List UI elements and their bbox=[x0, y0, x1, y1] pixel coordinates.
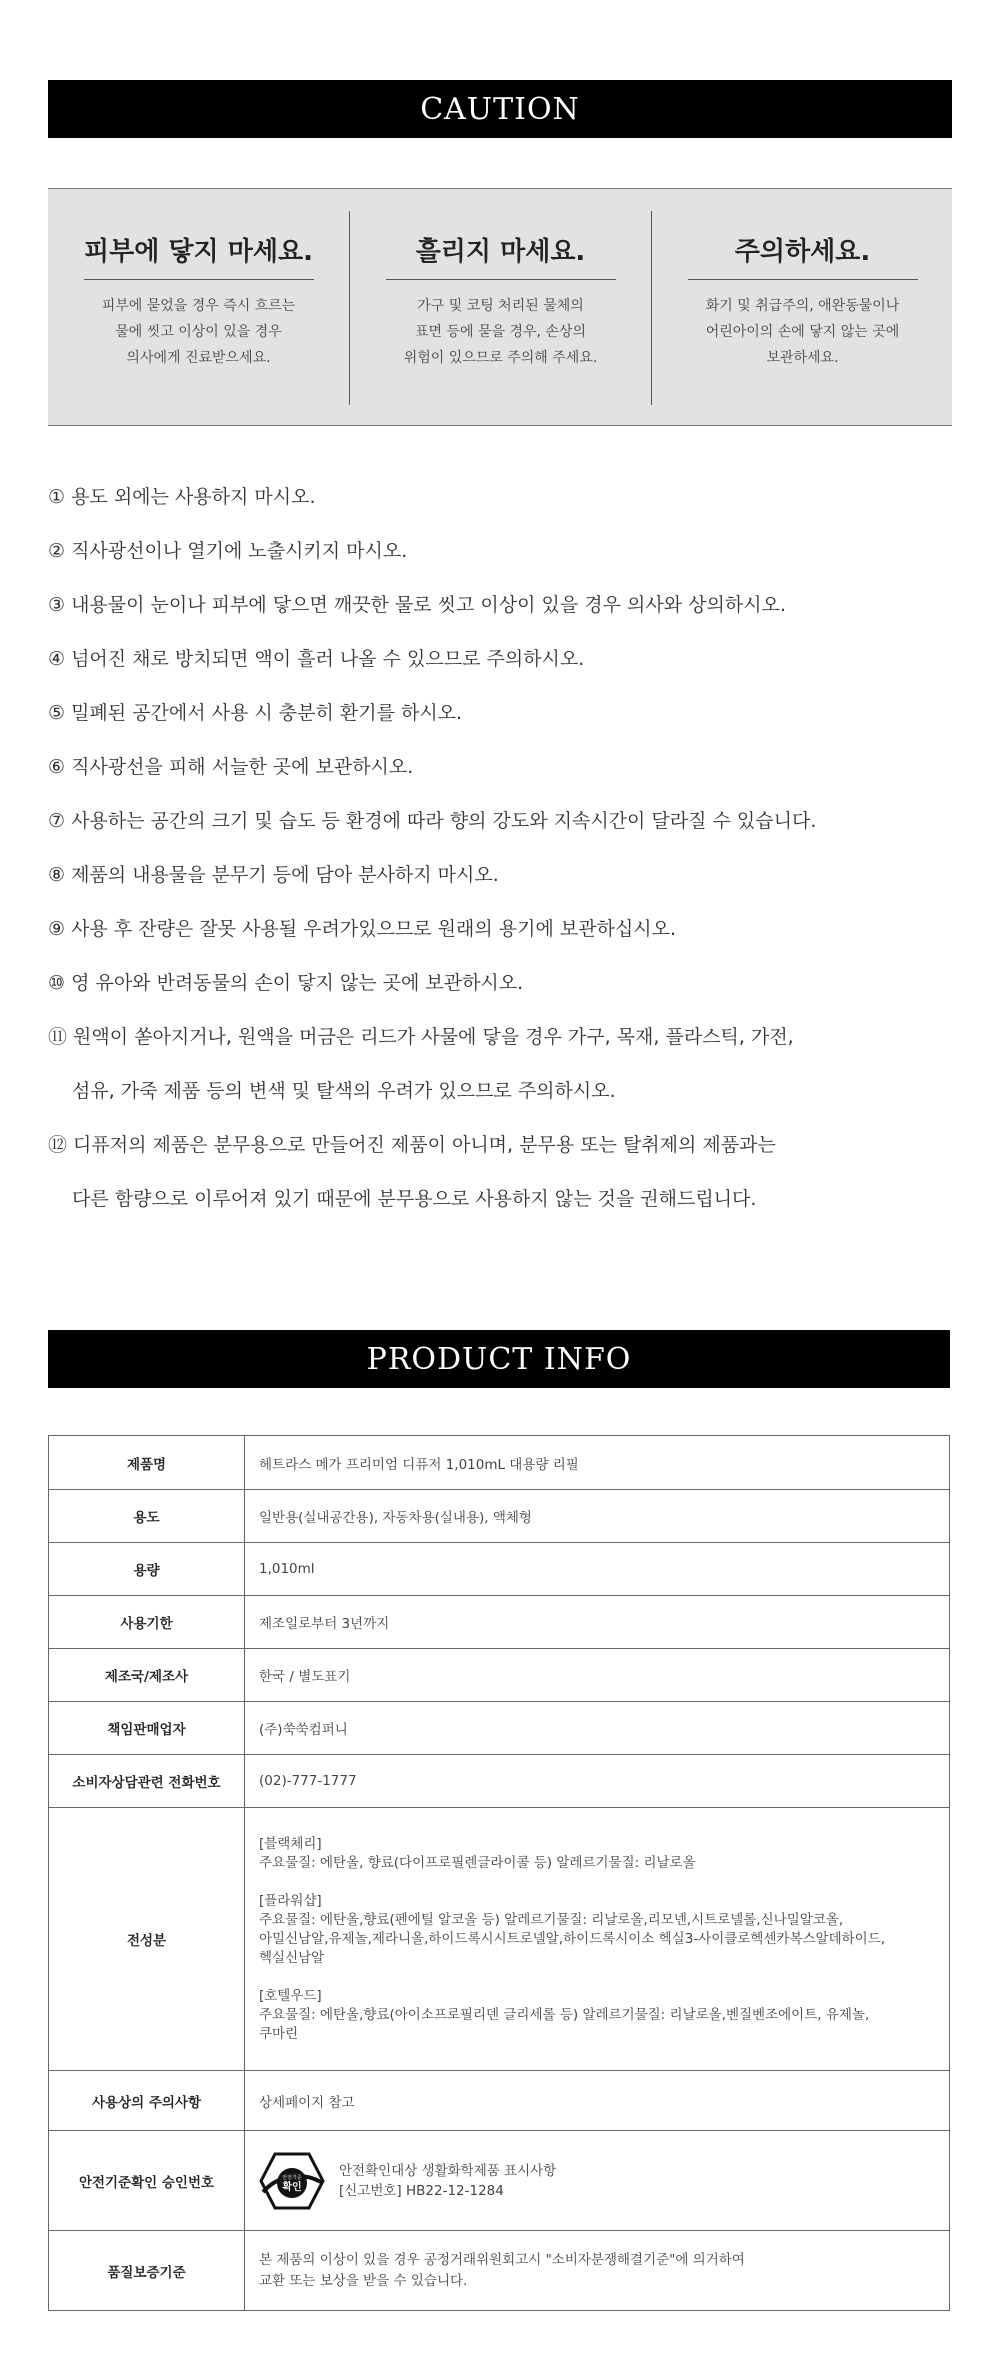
row-label: 사용상의 주의사항 bbox=[49, 2071, 245, 2131]
caution-item: ④ 넘어진 채로 방치되면 액이 흘러 나올 수 있으므로 주의하시오. bbox=[48, 648, 585, 670]
row-label: 용도 bbox=[49, 1490, 245, 1543]
caution-column-skin bbox=[48, 189, 349, 425]
ingredient-line: 주요물질: 에탄올, 향료(다이프로필렌글라이콜 등) 알레르기물질: 리날로올 bbox=[259, 1854, 696, 1871]
caution-item: ⑥ 직사광선을 피해 서늘한 곳에 보관하시오. bbox=[48, 756, 414, 778]
caution-column-body: 가구 및 코팅 처리된 물체의 표면 등에 묻을 경우, 손상의 위험이 있으므로 주의해 주세요. bbox=[403, 298, 598, 366]
row-label: 품질보증기준 bbox=[49, 2231, 245, 2311]
caution-column-heading: 피부에 닿지 마세요. bbox=[84, 237, 313, 267]
table-row bbox=[49, 2071, 950, 2131]
caution-item: ① 용도 외에는 사용하지 마시오. bbox=[48, 486, 316, 508]
table-row bbox=[49, 1702, 950, 1755]
spacer bbox=[259, 1968, 949, 1987]
product-info-title-bar bbox=[48, 1330, 950, 1388]
ingredients-value bbox=[245, 1808, 950, 2071]
table-row bbox=[49, 1649, 950, 1702]
ingredient-line: [블랙체리] bbox=[259, 1835, 322, 1852]
divider bbox=[84, 279, 314, 280]
caution-column-body: 피부에 묻었을 경우 즉시 흐르는 물에 씻고 이상이 있을 경우 의사에게 진료받으세요. bbox=[101, 298, 296, 366]
caution-item: ⑤ 밀폐된 공간에서 사용 시 충분히 환기를 하시오. bbox=[48, 702, 463, 724]
table-row bbox=[49, 1755, 950, 1808]
table-row-ingredients bbox=[49, 1808, 950, 2071]
caution-column-body: 화기 및 취급주의, 애완동물이나 어린아이의 손에 닿지 않는 곳에 보관하세요. bbox=[705, 298, 900, 366]
caution-title: CAUTION bbox=[420, 91, 580, 127]
row-value: (주)쑥쑥컴퍼니 bbox=[245, 1702, 950, 1755]
safety-line: 안전확인대상 생활화학제품 표시사항 bbox=[339, 2162, 557, 2179]
row-value: 한국 / 별도표기 bbox=[245, 1649, 950, 1702]
caution-item: ⑨ 사용 후 잔량은 잘못 사용될 우려가있으므로 원래의 용기에 보관하십시오. bbox=[48, 918, 677, 940]
safety-text bbox=[339, 2161, 556, 2201]
row-label: 제품명 bbox=[49, 1436, 245, 1490]
row-label: 소비자상담관련 전화번호 bbox=[49, 1755, 245, 1808]
table-row bbox=[49, 1543, 950, 1596]
caution-title-bar bbox=[48, 80, 952, 138]
safety-line: [신고번호] HB22-12-1284 bbox=[339, 2182, 504, 2199]
row-value: 제조일로부터 3년까지 bbox=[245, 1596, 950, 1649]
caution-summary-box bbox=[48, 188, 952, 426]
ingredient-line: 주요물질: 에탄올,향료(펜에틸 알코올 등) 알레르기물질: 리날로올,리모넨,시트로넬롤,신나밀알코올, bbox=[259, 1911, 844, 1928]
ingredients-list bbox=[259, 1835, 949, 2044]
table-row-quality bbox=[49, 2231, 950, 2311]
caution-column-care bbox=[652, 189, 953, 425]
safety-value bbox=[245, 2131, 950, 2231]
caution-column-spill bbox=[350, 189, 651, 425]
caution-item: ③ 내용물이 눈이나 피부에 닿으면 깨끗한 물로 씻고 이상이 있을 경우 의사와 상의하시오. bbox=[48, 594, 786, 616]
caution-item: ⑦ 사용하는 공간의 크기 및 습도 등 환경에 따라 향의 강도와 지속시간이 달라질 수 있습니다. bbox=[48, 810, 817, 832]
quality-value bbox=[245, 2231, 950, 2311]
table-row bbox=[49, 1490, 950, 1543]
caution-item: ② 직사광선이나 열기에 노출시키지 마시오. bbox=[48, 540, 408, 562]
divider bbox=[386, 279, 616, 280]
table-row bbox=[49, 1436, 950, 1490]
caution-item-continued: 다른 함량으로 이루어져 있기 때문에 분무용으로 사용하지 않는 것을 권해드립니다. bbox=[72, 1188, 757, 1210]
table-row-safety bbox=[49, 2131, 950, 2231]
ingredient-line: [호텔우드] bbox=[259, 1987, 322, 2004]
ingredient-line: [플라워샵] bbox=[259, 1892, 322, 1909]
row-value: 일반용(실내공간용), 자동차용(실내용), 액체형 bbox=[245, 1490, 950, 1543]
quality-line: 교환 또는 보상을 받을 수 있습니다. bbox=[259, 2272, 468, 2289]
row-value: 헤트라스 메가 프리미엄 디퓨저 1,010mL 대용량 리필 bbox=[245, 1436, 950, 1490]
caution-column-heading: 주의하세요. bbox=[734, 237, 871, 267]
row-label: 제조국/제조사 bbox=[49, 1649, 245, 1702]
row-label: 용량 bbox=[49, 1543, 245, 1596]
ingredient-line: 아밀신남알,유제놀,제라니올,하이드록시시트로넬알,하이드록시이소 헥실3-사이클로헥센카복스알데하이드, bbox=[259, 1930, 886, 1947]
caution-item-continued: 섬유, 가죽 제품 등의 변색 및 탈색의 우려가 있으므로 주의하시오. bbox=[72, 1080, 616, 1102]
row-label: 책임판매업자 bbox=[49, 1702, 245, 1755]
caution-column-heading: 흘리지 마세요. bbox=[415, 237, 586, 267]
quality-line: 본 제품의 이상이 있을 경우 공정거래위원회고시 "소비자분쟁해결기준"에 의거하여 bbox=[259, 2251, 745, 2268]
spacer bbox=[259, 1873, 949, 1892]
divider bbox=[688, 279, 918, 280]
row-value: (02)-777-1777 bbox=[245, 1755, 950, 1808]
ingredient-line: 헥실신남알 bbox=[259, 1949, 325, 1966]
logo-small-text: 안전기준 bbox=[282, 2174, 302, 2181]
row-value: 1,010ml bbox=[245, 1543, 950, 1596]
caution-item: ⑩ 영 유아와 반려동물의 손이 닿지 않는 곳에 보관하시오. bbox=[48, 972, 524, 994]
product-info-title: PRODUCT INFO bbox=[366, 1341, 632, 1377]
row-label: 전성분 bbox=[49, 1808, 245, 2071]
logo-big-text: 확인 bbox=[282, 2181, 302, 2193]
caution-item: ⑧ 제품의 내용물을 분무기 등에 담아 분사하지 마시오. bbox=[48, 864, 499, 886]
row-value: 상세페이지 참고 bbox=[245, 2071, 950, 2131]
caution-item: ⑫ 디퓨저의 제품은 분무용으로 만들어진 제품이 아니며, 분무용 또는 탈취제의 제품과는 bbox=[48, 1134, 776, 1156]
product-info-table bbox=[48, 1435, 950, 2311]
table-row bbox=[49, 1596, 950, 1649]
safety-certification bbox=[259, 2152, 949, 2210]
ingredient-line: 쿠마린 bbox=[259, 2025, 299, 2042]
row-label: 사용기한 bbox=[49, 1596, 245, 1649]
caution-item: ⑪ 원액이 쏟아지거나, 원액을 머금은 리드가 사물에 닿을 경우 가구, 목재, 플라스틱, 가전, bbox=[48, 1026, 794, 1048]
safety-check-logo-icon bbox=[259, 2152, 325, 2210]
row-label: 안전기준확인 승인번호 bbox=[49, 2131, 245, 2231]
ingredient-line: 주요물질: 에탄올,향료(아이소프로필리덴 글리세롤 등) 알레르기물질: 리날로올,벤질벤조에이트, 유제놀, bbox=[259, 2006, 870, 2023]
